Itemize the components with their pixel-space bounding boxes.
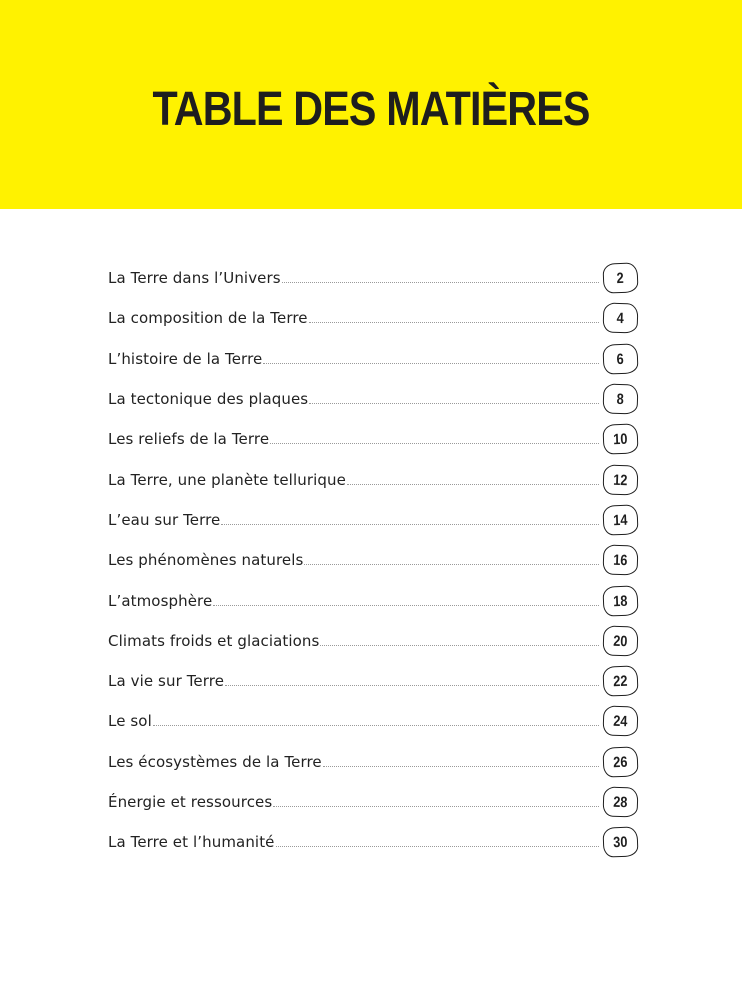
page-number: 10 [613,430,628,449]
dot-leader [270,443,599,444]
toc-entry-label: Les phénomènes naturels [108,551,304,570]
page-number-badge [602,545,638,576]
toc-entry[interactable] [108,782,638,822]
page-number-badge [602,827,638,858]
dot-leader [221,524,599,525]
page-number-badge [602,343,638,374]
toc-entry[interactable] [108,258,638,298]
toc-entry-label: Les écosystèmes de la Terre [108,752,322,771]
page-number: 14 [613,511,628,529]
page-number-badge [602,746,638,777]
page-number-badge [602,464,638,495]
toc-entry-label: La composition de la Terre [108,309,308,328]
page-number: 18 [613,591,628,610]
toc-entry[interactable] [108,500,638,540]
page-number-badge [602,585,638,616]
page-number: 22 [613,672,628,690]
dot-leader [323,766,599,767]
page-number-badge [602,666,638,697]
dot-leader [213,605,599,606]
page-number-badge [602,263,638,294]
page-number: 12 [613,470,628,489]
toc-entry[interactable] [108,580,638,620]
toc-entry-label: Le sol [108,712,152,731]
dot-leader [304,564,599,565]
toc-entry-label: La Terre, une planète tellurique [108,470,346,489]
toc-entry[interactable] [108,621,638,661]
toc-entry[interactable] [108,379,638,419]
dot-leader [263,363,599,364]
toc-entry-label: La Terre et l’humanité [108,833,275,852]
toc-entry-label: L’atmosphère [108,591,213,610]
dot-leader [309,322,599,323]
toc-entry[interactable] [108,701,638,741]
toc-entry-label: L’eau sur Terre [108,510,221,529]
toc-entry[interactable] [108,540,638,580]
dot-leader [282,282,599,283]
toc-entry[interactable] [108,339,638,379]
page-number: 8 [616,390,625,408]
page-number: 6 [616,350,625,368]
header-banner [0,0,742,209]
page-number: 30 [613,833,628,852]
page-title: TABLE DES MATIÈRES [152,83,590,136]
dot-leader [276,846,599,847]
table-of-contents [108,258,638,862]
page-number: 2 [616,269,625,287]
toc-entry[interactable] [108,459,638,499]
page-number: 16 [613,551,628,569]
page-number: 20 [613,632,628,650]
page-number-badge [602,424,638,455]
toc-entry-label: Énergie et ressources [108,793,273,811]
page-number-badge [602,625,638,656]
toc-entry[interactable] [108,742,638,782]
dot-leader [347,484,599,485]
page-number-badge [602,383,638,414]
toc-entry-label: Climats froids et glaciations [108,631,320,650]
toc-entry-label: Les reliefs de la Terre [108,430,270,449]
toc-entry-label: L’histoire de la Terre [108,349,263,368]
page-number: 28 [613,793,628,811]
toc-entry-label: La Terre dans l’Univers [108,269,281,288]
toc-entry[interactable] [108,298,638,338]
page-number-badge [602,303,638,334]
page-number-badge [602,706,638,737]
page-number-badge [602,504,638,535]
dot-leader [225,685,599,686]
toc-entry[interactable] [108,822,638,862]
dot-leader [320,645,599,646]
toc-entry[interactable] [108,419,638,459]
dot-leader [153,725,599,726]
page-number: 24 [613,712,628,731]
toc-entry-label: La vie sur Terre [108,672,225,691]
page-number-badge [602,786,638,817]
toc-entry-label: La tectonique des plaques [108,390,309,409]
page-number: 4 [616,309,625,328]
toc-entry[interactable] [108,661,638,701]
dot-leader [273,806,599,807]
page-number: 26 [613,752,628,771]
dot-leader [309,403,599,404]
